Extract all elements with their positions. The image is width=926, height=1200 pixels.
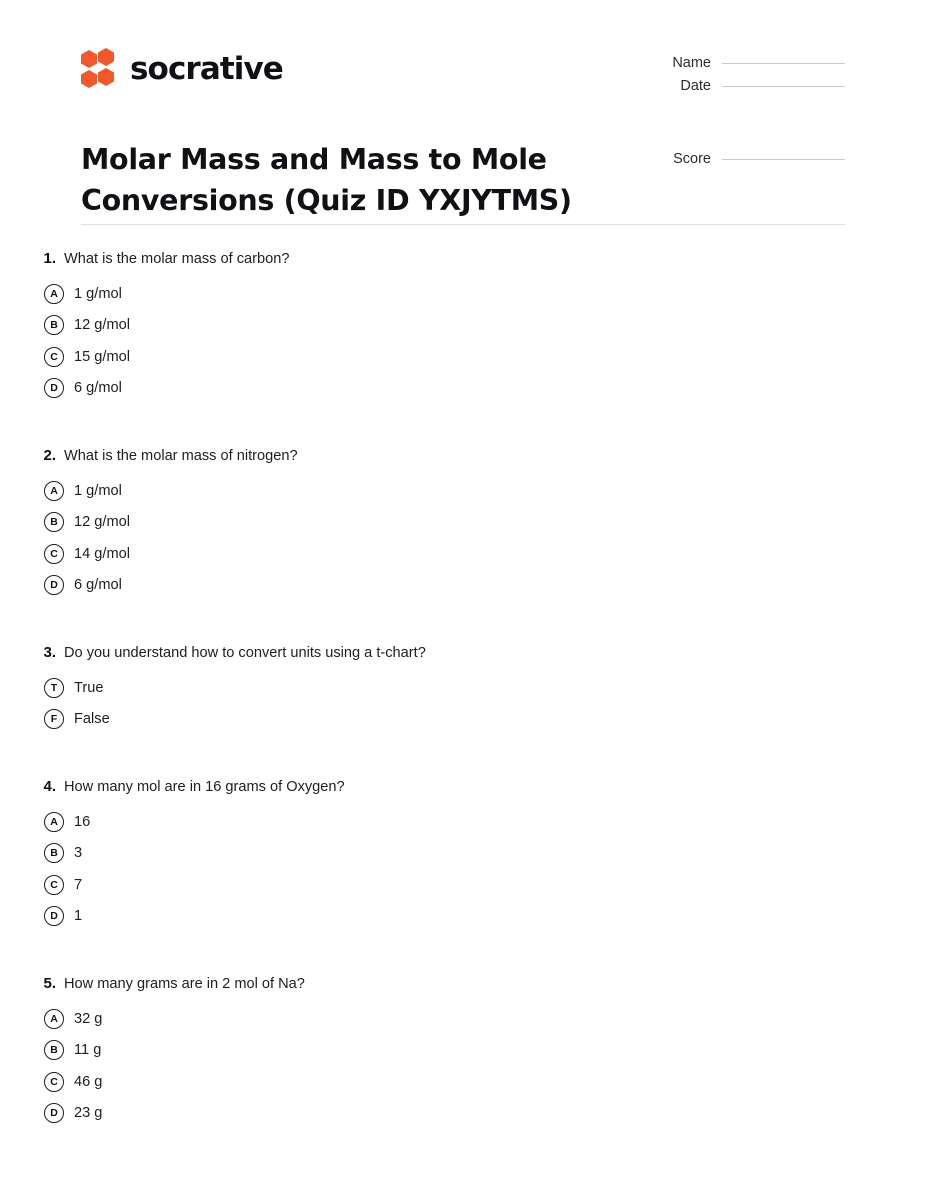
- choice-text: 12 g/mol: [74, 317, 130, 334]
- brand-wordmark: socrative: [130, 51, 283, 87]
- hexagon-dot-2: [98, 48, 114, 66]
- choice-option[interactable]: [0, 538, 926, 570]
- choice-text: 15 g/mol: [74, 348, 130, 365]
- question-number: 3.: [43, 644, 56, 661]
- question-number: 5.: [43, 975, 56, 992]
- socrative-hexagon-logo-icon: [81, 48, 117, 90]
- hexagon-dot-4: [98, 68, 114, 86]
- choice-option[interactable]: [0, 1003, 926, 1035]
- question-text: Do you understand how to convert units using a t-chart?: [64, 645, 426, 661]
- question-text: How many mol are in 16 grams of Oxygen?: [64, 779, 345, 795]
- choice-option[interactable]: [0, 806, 926, 838]
- choice-bubble[interactable]: C: [44, 347, 64, 367]
- question-number: 2.: [43, 447, 56, 464]
- choice-text: 32 g: [74, 1010, 103, 1027]
- date-write-in-line[interactable]: [722, 86, 845, 87]
- question-header: [0, 643, 926, 663]
- choice-text: 14 g/mol: [74, 545, 130, 562]
- score-write-in-line[interactable]: [722, 159, 845, 160]
- choice-option[interactable]: [0, 704, 926, 736]
- choice-text: 1 g/mol: [74, 285, 122, 302]
- choice-list: [0, 1003, 926, 1129]
- choice-bubble[interactable]: A: [44, 812, 64, 832]
- choice-bubble[interactable]: B: [44, 843, 64, 863]
- question-header: [0, 777, 926, 797]
- question-block: [0, 446, 926, 601]
- hexagon-dot-3: [81, 70, 97, 88]
- choice-text: 6 g/mol: [74, 380, 122, 397]
- choice-bubble[interactable]: D: [44, 575, 64, 595]
- brand-logo: [81, 48, 283, 90]
- question-block: [0, 643, 926, 735]
- choice-option[interactable]: [0, 278, 926, 310]
- question-block: [0, 249, 926, 404]
- choice-text: 23 g: [74, 1105, 103, 1122]
- choice-text: 12 g/mol: [74, 514, 130, 531]
- choice-list: [0, 475, 926, 601]
- choice-list: [0, 806, 926, 932]
- name-field-row: [665, 55, 845, 78]
- choice-text: 46 g: [74, 1073, 103, 1090]
- choice-bubble[interactable]: C: [44, 1072, 64, 1092]
- score-label: Score: [673, 151, 711, 167]
- choice-text: 7: [74, 876, 83, 893]
- page-title: Molar Mass and Mass to Mole Conversions (Quiz ID YXJYTMS): [81, 143, 572, 218]
- choice-option[interactable]: [0, 310, 926, 342]
- page-header: [0, 0, 926, 220]
- choice-option[interactable]: [0, 901, 926, 933]
- question-block: [0, 777, 926, 932]
- choice-bubble[interactable]: D: [44, 906, 64, 926]
- choice-text: True: [74, 679, 104, 696]
- question-text: What is the molar mass of nitrogen?: [64, 448, 298, 464]
- question-header: [0, 446, 926, 466]
- choice-option[interactable]: [0, 570, 926, 602]
- question-text: What is the molar mass of carbon?: [64, 251, 290, 267]
- question-header: [0, 249, 926, 269]
- choice-bubble[interactable]: C: [44, 544, 64, 564]
- name-label: Name: [672, 55, 711, 71]
- date-field-row: [665, 78, 845, 101]
- question-list: [0, 249, 926, 1171]
- choice-bubble[interactable]: B: [44, 512, 64, 532]
- name-write-in-line[interactable]: [722, 63, 845, 64]
- choice-option[interactable]: [0, 1035, 926, 1067]
- header-divider: [81, 224, 845, 225]
- choice-bubble[interactable]: C: [44, 875, 64, 895]
- date-label: Date: [680, 78, 711, 94]
- question-header: [0, 974, 926, 994]
- question-number: 1.: [43, 250, 56, 267]
- choice-option[interactable]: [0, 341, 926, 373]
- question-text: How many grams are in 2 mol of Na?: [64, 976, 305, 992]
- choice-bubble[interactable]: A: [44, 481, 64, 501]
- choice-option[interactable]: [0, 869, 926, 901]
- choice-list: [0, 672, 926, 735]
- choice-text: 11 g: [74, 1042, 102, 1059]
- choice-text: 16: [74, 813, 91, 830]
- choice-text: 3: [74, 845, 83, 862]
- choice-option[interactable]: [0, 373, 926, 405]
- choice-bubble[interactable]: B: [44, 315, 64, 335]
- choice-option[interactable]: [0, 838, 926, 870]
- choice-text: 1: [74, 908, 83, 925]
- choice-bubble[interactable]: A: [44, 1009, 64, 1029]
- choice-bubble[interactable]: A: [44, 284, 64, 304]
- choice-text: False: [74, 711, 110, 728]
- choice-list: [0, 278, 926, 404]
- choice-text: 6 g/mol: [74, 577, 122, 594]
- choice-option[interactable]: [0, 475, 926, 507]
- choice-bubble[interactable]: T: [44, 678, 64, 698]
- choice-bubble[interactable]: B: [44, 1040, 64, 1060]
- choice-option[interactable]: [0, 507, 926, 539]
- score-field-row: [665, 151, 845, 174]
- choice-text: 1 g/mol: [74, 482, 122, 499]
- question-number: 4.: [43, 778, 56, 795]
- choice-option[interactable]: [0, 1066, 926, 1098]
- choice-option[interactable]: [0, 1098, 926, 1130]
- student-info-fields: [665, 55, 845, 174]
- choice-bubble[interactable]: D: [44, 378, 64, 398]
- choice-option[interactable]: [0, 672, 926, 704]
- choice-bubble[interactable]: F: [44, 709, 64, 729]
- choice-bubble[interactable]: D: [44, 1103, 64, 1123]
- hexagon-dot-1: [81, 50, 97, 68]
- question-block: [0, 974, 926, 1129]
